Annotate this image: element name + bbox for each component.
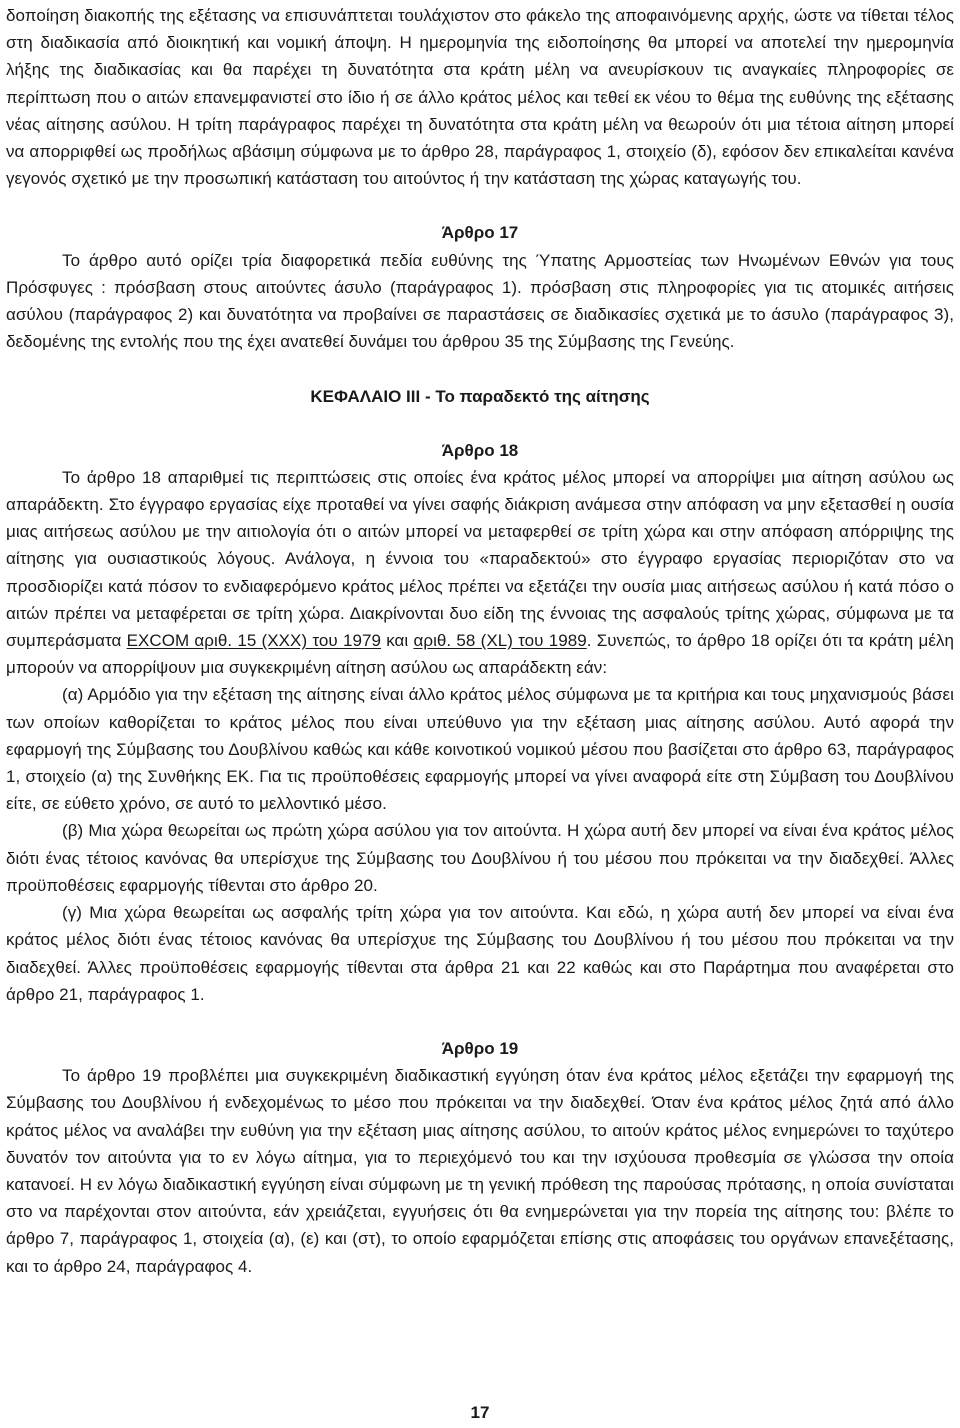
article-19-paragraph: Το άρθρο 19 προβλέπει μια συγκεκριμένη διαδικαστική εγγύηση όταν ένα κράτος μέλος εξετάζει την εφαρμογή της Σύμβασης του Δουβλίνου ή ενδεχομένως το μέσο που πρόκειται να την διαδεχθεί. Όταν ένα κράτος μέλος ζητά από άλλο κράτος μέλος να αναλάβει την ευθύνη για την εξέταση μιας αίτησης ασύλου, το αιτούν κράτος μέλος ενημερώνει το ταχύτερο δυνατόν τον αιτούντα για το εν λόγω αίτημα, για το περιεχόμενό του και την ισχύουσα προθεσμία σε γλώσσα την οποία κατανοεί. Η εν λόγω διαδικαστική εγγύηση είναι σύμφωνη με τη γενική πρόθεση της παρούσας πρότασης, η οποία συνίσταται στο να παρέχονται στον αιτούντα, εάν χρειάζεται, εγγυήσεις ότι θα ενημερώνεται για την πορεία της αίτησης του: βλέπε το άρθρο 7, παράγραφος 1, στοιχεία (α), (ε) και (στ), το οποίο εφαρμόζεται επίσης στις αποφάσεις του οργάνων επανεξέτασης, και το άρθρο 24, παράγραφος 4. — [6, 1066, 954, 1276]
excom-15-link[interactable]: EXCOM αριθ. 15 (XXX) του 1979 — [126, 631, 381, 651]
article-18-paragraph — [6, 464, 954, 682]
page-content — [6, 0, 954, 1280]
page-number: 17 — [470, 1403, 490, 1422]
intro-paragraph: δοποίηση διακοπής της εξέτασης να επισυνάπτεται τουλάχιστον στο φάκελο της αποφαινόμενης αρχής, ώστε να τίθεται τέλος στη διαδικασία από διοικητική και νομική άποψη. Η ημερομηνία της ειδοποίησης θα μπορεί να αποτελεί την ημερομηνία λήξης της διαδικασίας και θα παρέχει τη δυνατότητα στα κράτη μέλη να ανευρίσκουν τις αναγκαίες πληροφορίες σε περίπτωση που ο αιτών επανεμφανιστεί στο ίδιο ή σε άλλο κράτος μέλος και τεθεί εκ νέου το θέμα της ευθύνης της εξέτασης νέας αίτησης ασύλου. Η τρίτη παράγραφος παρέχει τη δυνατότητα στα κράτη μέλη να θεωρούν ότι μια τέτοια αίτηση μπορεί να απορριφθεί ως προδήλως αβάσιμη σύμφωνα με το άρθρο 28, παράγραφος 1, στοιχείο (δ), εφόσον δεν επικαλείται κανένα γεγονός σχετικό με την προσωπική κατάσταση του αιτούντος ή την κατάσταση της χώρας καταγωγής του. — [6, 6, 954, 189]
article-17-paragraph: Το άρθρο αυτό ορίζει τρία διαφορετικά πεδία ευθύνης της Ύπατης Αρμοστείας των Ηνωμένων Εθνών για τους Πρόσφυγες : πρόσβαση στους αιτούντες άσυλο (παράγραφος 1). πρόσβαση στις πληροφορίες για τις ατομικές αιτήσεις ασύλου (παράγραφος 2) και δυνατότητα να προβαίνει σε παραστάσεις σε διαδικασίες σχετικά με το άσυλο (παράγραφος 3), δεδομένης της εντολής που της έχει ανατεθεί δυνάμει του άρθρου 35 της Σύμβασης της Γενεύης. — [6, 250, 954, 352]
article-18-text-before-links: Το άρθρο 18 απαριθμεί τις περιπτώσεις στις οποίες ένα κράτος μέλος μπορεί να απορρίψει μια αίτηση ασύλου ως απαράδεκτη. Στο έγγραφο εργασίας είχε προταθεί να γίνει σαφής διάκριση ανάμεσα στην απόφαση να μην εξετασθεί η ουσία μιας αιτήσεως ασύλου με την αιτιολογία ότι ο αιτών μπορεί να μεταφερθεί σε τρίτη χώρα και στην απόφαση απόρριψης της αίτησης για ουσιαστικούς λόγους. Ανάλογα, η έννοια του «παραδεκτού» στο έγγραφο εργασίας περιοριζόταν στο να προσδιορίζει κατά πόσον το ενδιαφερόμενο κράτος μέλος πρέπει να εξετάζει την ουσία μιας αιτήσεως ασύλου ή κατά πόσο ο αιτών πρέπει να μεταφέρεται σε τρίτη χώρα. Διακρίνονται δυο είδη της έννοιας της ασφαλούς τρίτης χώρας, σύμφωνα με τα συμπεράσματα — [6, 467, 954, 651]
chapter-3-heading: ΚΕΦΑΛΑΙΟ ΙΙΙ - Το παραδεκτό της αίτησης — [310, 387, 650, 407]
article-18-item-a: (α) Αρμόδιο για την εξέταση της αίτησης είναι άλλο κράτος μέλος σύμφωνα με τα κριτήρια και τους μηχανισμούς βάσει των οποίων καθορίζεται το κράτος μέλος που είναι υπεύθυνο για την εξέταση μιας αίτησης ασύλου. Αυτό αφορά την εφαρμογή της Σύμβασης του Δουβλίνου καθώς και κάθε κοινοτικού νομικού μέσου που βασίζεται στο άρθρο 63, παράγραφος 1, στοιχείο (α) της Συνθήκης ΕΚ. Για τις προϋποθέσεις εφαρμογής μπορεί να γίνει αναφορά είτε στη Σύμβαση του Δουβλίνου είτε, σε εύθετο χρόνο, σε αυτό το μελλοντικό μέσο. — [6, 685, 954, 814]
link-joiner: και — [380, 631, 414, 651]
document-page — [6, 0, 954, 1428]
article-17-heading: Άρθρο 17 — [441, 223, 519, 243]
article-18-text-after-links: . Συνεπώς, το άρθρο 18 ορίζει ότι τα κράτη μέλη μπορούν να απορρίψουν μια συγκεκριμένη αίτηση ασύλου ως απαράδεκτη εάν: — [6, 631, 955, 678]
article-19-heading: Άρθρο 19 — [441, 1038, 519, 1058]
excom-58-link[interactable]: αριθ. 58 (XL) του 1989 — [413, 631, 587, 651]
article-18-heading: Άρθρο 18 — [441, 440, 519, 460]
article-18-item-c: (γ) Μια χώρα θεωρείται ως ασφαλής τρίτη χώρα για τον αιτούντα. Και εδώ, η χώρα αυτή δεν μπορεί να είναι ένα κράτος μέλος διότι ένας τέτοιος κανόνας θα υπερίσχυε της Σύμβασης του Δουβλίνου ή του μέσου που πρόκειται να την διαδεχθεί. Άλλες προϋποθέσεις εφαρμογής τίθενται στα άρθρα 21 και 22 καθώς και στο Παράρτημα που αναφέρεται στο άρθρο 21, παράγραφος 1. — [6, 903, 954, 1004]
article-18-item-b: (β) Μια χώρα θεωρείται ως πρώτη χώρα ασύλου για τον αιτούντα. Η χώρα αυτή δεν μπορεί να είναι ένα κράτος μέλος διότι ένας τέτοιος κανόνας θα υπερίσχυε της Σύμβασης του Δουβλίνου ή του μέσου που πρόκειται να την διαδεχθεί. Άλλες προϋποθέσεις εφαρμογής τίθενται στο άρθρο 20. — [6, 821, 954, 895]
